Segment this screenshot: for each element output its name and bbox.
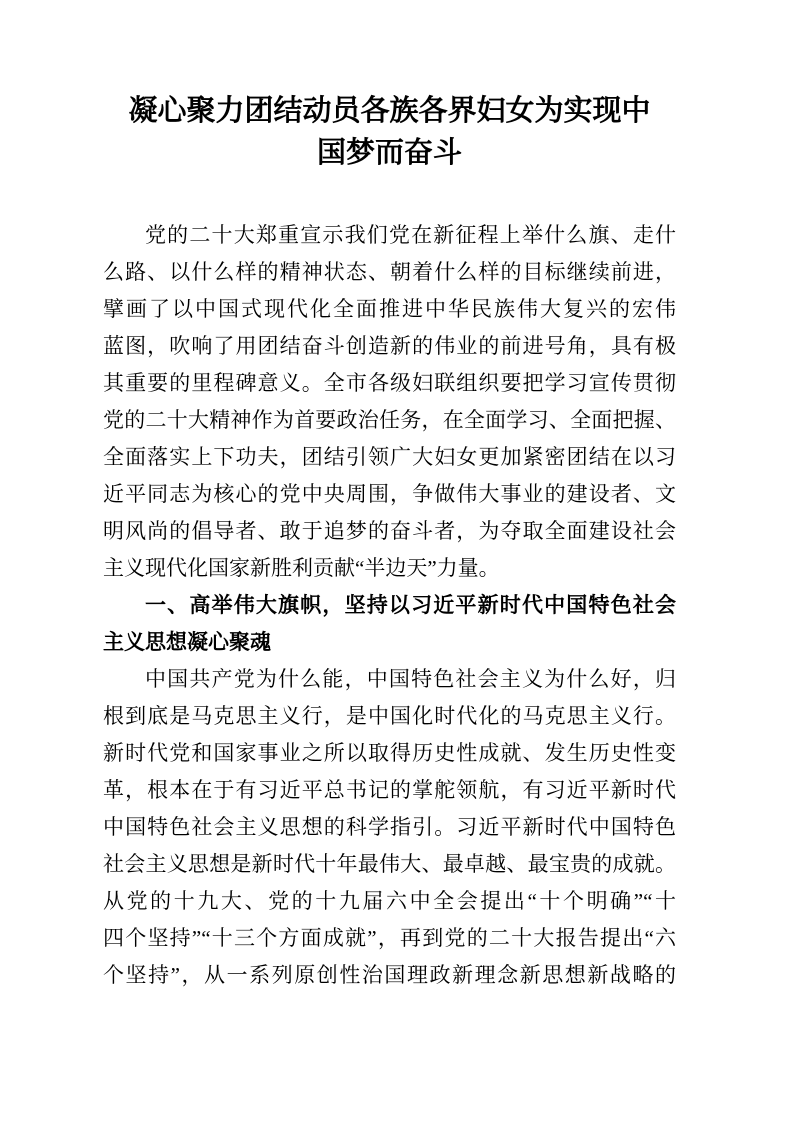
paragraph-line: 四个坚持”“十三个方面成就”，再到党的二十大报告提出“六	[103, 926, 676, 950]
heading-line: 一、高举伟大旗帜，坚持以习近平新时代中国特色社会	[145, 594, 676, 617]
paragraph-line: 从党的十九大、党的十九届六中全会提出“十个明确”“十	[103, 889, 676, 913]
paragraph-line: 主义现代化国家新胜利贡献“半边天”力量。	[103, 556, 500, 580]
title-line: 国梦而奋斗	[316, 137, 462, 169]
paragraph-line: 革，根本在于有习近平总书记的掌舵领航，有习近平新时代	[103, 778, 676, 802]
paragraph-line: 明风尚的倡导者、敢于追梦的奋斗者，为夺取全面建设社会	[103, 519, 676, 543]
section-1-heading	[103, 587, 676, 661]
heading-line: 主义思想凝心聚魂	[103, 631, 271, 654]
title-line: 凝心聚力团结动员各族各界妇女为实现中	[128, 95, 651, 127]
paragraph-line: 中国特色社会主义思想的科学指引。习近平新时代中国特色	[103, 815, 676, 839]
paragraph-line: 蓝图，吹响了用团结奋斗创造新的伟业的前进号角，具有极	[103, 334, 676, 358]
paragraph-line: 党的二十大郑重宣示我们党在新征程上举什么旗、走什	[145, 223, 676, 247]
paragraph-line: 社会主义思想是新时代十年最伟大、最卓越、最宝贵的成就。	[103, 852, 676, 876]
paragraph-line: 新时代党和国家事业之所以取得历史性成就、发生历史性变	[103, 741, 676, 765]
paragraph-line: 根到底是马克思主义行，是中国化时代化的马克思主义行。	[103, 704, 676, 728]
paragraph-line: 么路、以什么样的精神状态、朝着什么样的目标继续前进，	[103, 260, 676, 284]
document-title	[103, 90, 676, 174]
paragraph-line: 擘画了以中国式现代化全面推进中华民族伟大复兴的宏伟	[103, 297, 676, 321]
section-1-paragraph	[103, 661, 676, 994]
paragraph-line: 全面落实上下功夫，团结引领广大妇女更加紧密团结在以习	[103, 445, 676, 469]
paragraph-line: 中国共产党为什么能，中国特色社会主义为什么好，归	[145, 667, 676, 691]
paragraph-line: 个坚持”，从一系列原创性治国理政新理念新思想新战略的	[103, 963, 676, 987]
document-body	[103, 90, 676, 994]
intro-paragraph	[103, 217, 676, 587]
paragraph-line: 近平同志为核心的党中央周围，争做伟大事业的建设者、文	[103, 482, 676, 506]
paragraph-line: 党的二十大精神作为首要政治任务，在全面学习、全面把握、	[103, 408, 676, 432]
paragraph-line: 其重要的里程碑意义。全市各级妇联组织要把学习宣传贯彻	[103, 371, 676, 395]
